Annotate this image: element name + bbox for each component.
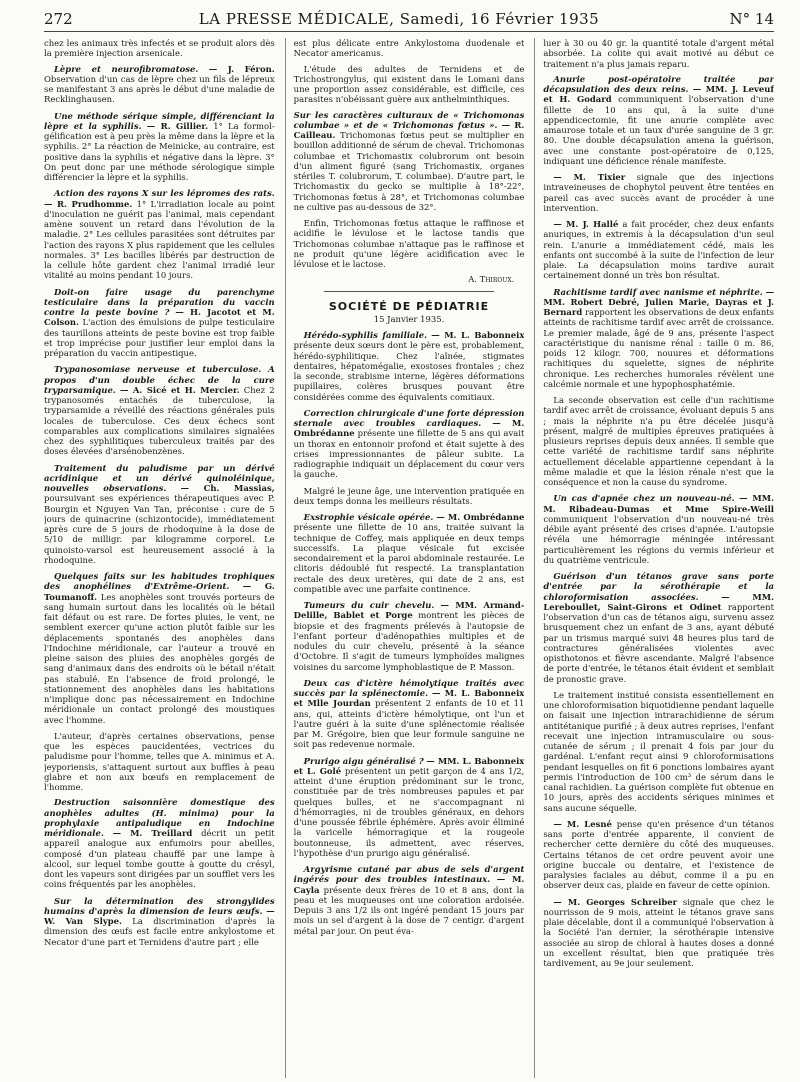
article [543,493,774,565]
article-heading: Anurie post-opératoire traitée par décapsulation des deux reins. [543,73,775,94]
article-heading: Une méthode sérique simple, différenciant la lèpre et la syphilis. [44,110,275,131]
society-heading: SOCIÉTÉ DE PÉDIATRIE [328,299,490,313]
paragraph: Enfin, Trichomonas fœtus attaque le raffinose et acidifie le lévulose et le lactose tandis que Trichomonas columbae n'attaque pas le raffinose et ne produit qu'une légère acidification avec le lévulose et le lactose. [293,218,525,269]
page-header [44,10,774,32]
article-author: — J. Féron. [208,63,275,74]
article-author: — MM. Lereboullet, Saint-Girons et Odinet [543,591,775,612]
article-list [44,64,275,725]
article [294,486,525,507]
article-heading: Doit-on faire usage du parenchyme testiculaire dans la préparation du vaccin contre la peste bovine ? [44,286,275,317]
article-body: Trichomonas fœtus peut se multiplier en bouillon additionné de sérum de cheval. Trichomonas columbae et Trichomastix colubrorum ont besoin d'un aliment figuré (sang Trichomastix, organes stériles T. colubrorum, T. columbae). D'autre part, le Trichomastix du gecko se multiplie à 18°-22°, Trichomonas fœtus à 28°, et Trichomonas columbae ne cultive pas au-dessous de 32°. [293,130,525,212]
article-heading: Action des rayons X sur les lépromes des rats. [54,188,275,199]
article-body: communiquent l'observation d'un nouveau-né très débile ayant présenté des crises d'apnée. L'autopsie révéla une hémorragie méningée intéressant particulièrement les régions du vermis inférieur et du quatrième ventricule. [543,513,775,565]
article [44,797,275,889]
article-author: — M. L. Babonneix et Mlle Jourdan [293,688,525,709]
article-body: présente deux frères de 10 et 8 ans, dont la peau et les muqueuses ont une coloration ardoisée. Depuis 3 ans 1/2 ils ont ingéré pendant 15 jours par mois un sel d'argent à la dose de 7 centigr. d'argent métal par jour. On peut éva- [293,884,525,936]
article [543,819,774,891]
article [294,512,525,594]
article-body: présentent 2 enfants de 10 et 11 ans, qui, atteints d'ictère hémolytique, ont l'un et l'autre guéri à la suite d'une splénectomie réalisée par M. Grégoire, bien que leur formule sanguine ne soit pas redevenue normale. [293,698,525,750]
signature: A. Thiroux. [468,274,515,285]
article-author: — Ch. Massias, [180,483,275,493]
article [543,897,774,969]
article-heading: Exstrophie vésicale opérée. [303,512,434,522]
article [543,172,774,213]
issue-number: N° 14 [729,10,774,28]
article [543,571,774,684]
article [294,110,525,213]
article-body: 1° L'irradiation locale au point d'inoculation ne guérit pas l'animal, mais cependant amène souvent un retard dans l'évolution de la maladie. 2° Les cellules parasitées sont détruites par l'action des rayons X plus rapidement que les cellules normales. 3° Les bacilles libérés par destruction de la cellule hôte gardent chez l'animal irradié leur vitalité au moins pendant 10 jours. [44,198,275,281]
article-body: présente une fillette de 10 ans, traitée suivant la technique de Coffey, mais appliquée en deux temps successifs. La plaque vésicale fut excisée secondairement et la paroi abdominale restaurée. Le clitoris dédoublé fut respecté. La transplantation rectale des deux uretères, qui date de 2 ans, est compatible avec une parfaite continence. [293,522,525,594]
continued-text: chez les animaux très infectés et se produit alors dès la première injection arsenicale. [44,38,275,59]
article-body: a fait procéder, chez deux enfants anuriques, in extremis à la décapsulation d'un seul rein. L'anurie a immédiatement cédé, mais les enfants ont succombé à la suite de l'infection de leur plaie. La décapsulation moins tardive aurait certainement donné un très bon résultat. [543,219,775,281]
article [44,896,275,947]
article-author: — M. Lesné [553,818,612,829]
article [294,864,525,936]
article-heading: Sur la détermination des strongylides humains d'après la dimension de leurs œufs. [44,895,275,916]
article-body: poursuivant ses expériences thérapeutiques avec P. Bourgin et Nguyen Van Tan, préconise : cure de 5 jours de quinacrine (schizontocide), immédiatement après cure de 5 jours de rhodoquine à la dose de 5/10 de milligr. par kilogramme corporel. Le quinoisto-varsol est heureusement associé à la rhodoquine. [44,493,275,565]
article [44,364,275,456]
article [543,287,774,390]
article-list [543,74,774,969]
article-body: communiquent l'observation d'une fillette de 10 ans qui, à la suite d'une appendicectomie, fit une anurie complète avec amaurose totale et un taux d'urée sanguine de 3 gr. 80. Une double décapsulation amena la guérison, avec une constante post-opératoire de 0,125, indiquant une déficience rénale manifeste. [543,94,775,166]
column-3 [534,38,774,1078]
continued-text: est plus délicate entre Ankylostoma duodenale et Necator americanus. [293,38,525,59]
article-heading: Quelques faits sur les habitudes trophiques des anophélines d'Extrême-Orient. [44,571,275,592]
article-heading: Tumeurs du cuir chevelu. [303,600,435,610]
article-author: — MM. J. Leveuf et H. Godard [543,84,774,105]
article [543,395,774,487]
column-2 [285,38,525,1078]
article-heading: Correction chirurgicale d'une forte dépression sternale avec troubles cardiaques. [293,407,525,428]
article-body: rapportent les observations de deux enfants atteints de rachitisme tardif avec arrêt de croissance. Le premier malade, âgé de 9 ans, présente l'aspect caractéristique du nanisme rénal : taille 0 m. 86, poids 12 kilogr. 700, nouures et déformations rachitiques du squelette, signes de néphrite chronique. Les recherches humorales révèlent une calcémie normale et une hypophosphatémie. [543,307,775,389]
session-date: 15 Janvier 1935. [373,313,445,324]
article-body: pense qu'en présence d'un tétanos sans porte d'entrée apparente, il convient de rechercher cette dernière du côté des muqueuses. Certains tétanos de cet ordre peuvent avoir une origine buccale ou dentaire, et l'existence de paralysies faciales au début, comme il a pu en observer deux cas, plaide en faveur de cette opinion. [543,818,775,891]
paragraph: L'auteur, d'après certaines observations, pense que les espèces paucidentées, vectrices du paludisme pour l'homme, telles que A. minimus et A. jeyporiensis, s'attaquent surtout aux buffles à peau glabre et non aux bœufs en remplacement de l'homme. [44,730,275,792]
article-body: Chez 2 trypanosomés entachés de tuberculose, la tryparsamide a réveillé des réactions générales puis locales de tuberculose. Ces deux échecs sont comparables aux complications similaires signalées chez des syphilitiques tuberculeux traités par des doses élevées d'arsénobenzènes. [44,384,275,457]
article-body: 1° La formol-gélification est à peu près la même dans la lèpre et la syphilis. 2° La réaction de Meinicke, au contraire, est positive dans la syphilis et négative dans la lèpre. 3° On peut donc par une méthode sérologique simple différencier la lèpre et la syphilis. [44,120,275,182]
article-body: décrit un petit appareil analogue aux enfumoirs pour abeilles, composé d'un plateau chauffé par une lampe à alcool, sur lequel tombe goutte à goutte du crésyl, dont les vapeurs sont dirigées par un soufflet vers les coins fréquentés par les anophèles. [44,828,275,890]
article-heading: Hérédo-syphilis familiale. [303,330,428,340]
article-body: signale que chez le nourrisson de 9 mois, atteint le tétanos grave sans plaie décelable, dont il a communiqué l'observation à la Société l'an dernier, la sérothérapie intensive associée au sirop de chloral à hautes doses a donné un excellent résultat, bien que pratiquée très tardivement, au 9e jour seulement. [543,896,775,968]
page-number: 272 [44,10,73,28]
columns [44,38,774,1078]
article [294,678,525,750]
article-author: — A. Sicé et H. Mercier. [119,384,240,395]
article [543,690,774,813]
article [543,74,774,166]
column-1 [44,38,275,1078]
article-author: — M. Ombrédanne [293,418,525,439]
article-body: présente deux sœurs dont le père est, probablement, hérédo-syphilitique. Chez l'aînée, stigmates dentaires, hépatomégalie, exostoses frontales ; chez la seconde, strabisme interne, légères déformations pupillaires, colères brusques pouvant être considérées comme des équivalents comitiaux. [293,340,525,402]
article-body: montrent les pièces de biopsie et des fragments prélevés à l'autopsie de l'enfant porteur d'adénopathies multiples et de nodules du cuir chevelu, présenté à la séance d'Octobre. Il s'agit de tumeurs lymphoïdes malignes voisines du sarcome lymphoblastique de P. Masson. [293,610,525,672]
article-body: Observation d'un cas de lèpre chez un fils de lépreux se manifestant 3 ans après le début d'une maladie de Recklinghausen. [44,73,275,105]
article-author: — M. L. Babonneix [431,330,525,340]
article-body: Le traitement institué consista essentiellement en une chloroformisation biquotidienne pendant laquelle on faisait une injection intrarachidienne de sérum antitétanique purifié ; à deux autres reprises, l'enfant recevait une injection intramusculaire ou sous-cutanée de sérum ; il prenait 4 fois par jour du gardénal. L'enfant reçut ainsi 9 chloroformisations pendant lesquelles on fit 6 ponctions lombaires ayant permis l'introduction de 100 cm³ de sérum dans le canal rachidien. La guérison complète fut obtenue en 10 jours, après des accidents sériques minimes et sans aucune séquelle. [543,689,775,813]
article-body: Les anophèles sont trouvés porteurs de sang humain surtout dans les localités où le bétail fait défaut ou est rare. De fortes pluies, le vent, ne semblent exercer qu'une action plutôt faible sur les déplacements spontanés des anophèles dans l'Indochine méridionale, car l'auteur a trouvé en pleine saison des pluies des anophèles gorgés de sang d'animaux dans des endroits où le bétail n'était pas stabulé. En l'absence de froid prolongé, le stationnement des anophèles dans les habitations n'implique donc pas nécessairement en Indochine méridionale un contact prolongé des moustiques avec l'homme. [44,591,275,725]
article-body: présente une fillette de 5 ans qui avait un thorax en entonnoir profond et était sujette à des crises impressionnantes de pâleur subite. La radiographie indiquait un déplacement du cœur vers la gauche. [293,428,525,480]
article [44,463,275,566]
article [44,287,275,359]
article-heading: Prurigo aigu généralisé ? [303,755,424,766]
article [294,408,525,480]
article [44,111,275,183]
article-body: Malgré le jeune âge, une intervention pratiquée en deux temps donna les meilleurs résultats. [293,485,525,506]
article-author: — M. Ombrédanne [436,512,525,522]
article-heading: Deux cas d'ictère hémolytique traités avec succès par la splénectomie. [293,677,525,698]
article-heading: Guérison d'un tétanos grave sans porte d'entrée par la sérothérapie et la chloroformisation associées. [543,571,775,602]
article [294,330,525,402]
journal-title: LA PRESSE MÉDICALE, Samedi, 16 Février 1935 [198,10,600,28]
article-body: La discrimination d'après la dimension des œufs est facile entre ankylostome et Necator d'une part et Ternidens d'autre part ; elle [44,916,275,947]
article-list [294,330,525,936]
article-author: — MM. Armand-Delille, Bablet et Porge [293,600,525,621]
article-body: signale que des injections intraveineuses de chophytol peuvent être tentées en pareil cas avec succès avant de procéder à une intervention. [543,172,775,213]
article-heading: Rachitisme tardif avec nanisme et néphrite. [553,286,763,297]
article [44,64,275,105]
article-heading: Lèpre et neurofibromatose. [54,63,199,74]
section-divider [324,291,495,292]
article-author: — M. Tixier [553,172,626,182]
article-heading: Argyrisme cutané par abus de sels d'argent ingérés pour des troubles intestinaux. [293,864,525,885]
article [44,188,275,280]
article-author: — M. Georges Schreiber [553,896,678,907]
article-body: L'action des émulsions de pulpe testiculaire des taurillons atteints de peste bovine est trop faible et trop imprécise pour justifier leur emploi dans la préparation du vaccin antipestique. [44,317,275,358]
article-author: — M. J. Hallé [553,219,619,229]
article-author: — W. Van Slype. [44,905,275,926]
article-author: — G. Toumanoff. [44,581,275,602]
article-author: — MM. L. Babonneix et L. Golé [293,755,525,776]
article-author: — M. Treillard [112,828,193,838]
article [44,571,275,725]
article-body: rapportent l'observation d'un cas de tétanos aigu, survenu assez brusquement chez un enfant de 3 ans, ayant débuté par un trismus marqué suivi 48 heures plus tard de contractures généralisées violentes avec opisthotonos et fièvre ascendante. Malgré l'absence de porte d'entrée, le tétanos était évident et semblait de pronostic grave. [543,601,775,684]
article-body: La seconde observation est celle d'un rachitisme tardif avec arrêt de croissance, évoluant depuis 5 ans ; mais la néphrite n'a pu être décelée jusqu'à présent, malgré de multiples épreuves pratiquées à plusieurs reprises depuis deux années. Il semble que cette variété de rachitisme tardif sans néphrite actuellement décelable appartienne cependant à la même maladie et que la lésion rénale n'est que la conséquence et non la cause du syndrome. [543,395,775,487]
article-author: — R. Gillier. [146,120,209,131]
article-author: — R. Cailleau. [293,119,525,140]
article-heading: Un cas d'apnée chez un nouveau-né. [553,493,735,504]
article-author: — R. Prudhomme. [44,198,133,209]
article-heading: Sur les caractères culturaux de « Trichomonas columbae » et de « Trichomonas fœtus ». [293,109,525,130]
article-author: — M. Cayla [293,874,525,895]
article [294,756,525,859]
article-body: présentent un petit garçon de 4 ans 1/2, atteint d'une éruption prédominant sur le tronc, constituée par de très nombreuses papules et par quelques bulles, et ne s'accompagnant ni d'hémorragies, ni de troubles généraux, en dehors d'une poussée fébrile éphémère. Après avoir éliminé la varicelle hémorragique et la rougeole boutonneuse, ils admettent, avec réserves, l'hypothèse d'un prurigo aigu généralisé. [293,765,525,858]
article-heading: Traitement du paludisme par un dérivé acridinique et un dérivé quinoléinique, nouvelles observations. [44,462,275,493]
article-author: — MM. Robert Debré, Julien Marie, Dayras et J. Bernard [543,286,775,317]
continued-text: luer à 30 ou 40 gr. la quantité totale d'argent métal absorbée. La colite qui avait motivé au début ce traitement n'a plus jamais reparu. [543,38,775,69]
article-list [44,797,275,947]
article-heading: Destruction saisonnière domestique des anophèles adultes (H. minima) pour la prophylaxie antipaludique en Indochine méridionale. [44,797,275,838]
article [294,600,525,672]
article-author: — MM. M. Ribadeau-Dumas et Mme Spire-Weill [543,493,775,514]
article [543,219,774,281]
paragraph: L'étude des adultes de Ternidens et de Trichostrongylus, qui existent dans le Lomani dans une proportion assez considérable, est difficile, ces parasites n'obéissant guère aux anthelminthiques. [293,63,525,105]
article-author: — H. Jacotot et M. Colson. [44,307,275,328]
article-heading: Trypanosomiase nerveuse et tuberculose. A propos d'un double échec de la cure tryparsamique. [44,364,275,395]
